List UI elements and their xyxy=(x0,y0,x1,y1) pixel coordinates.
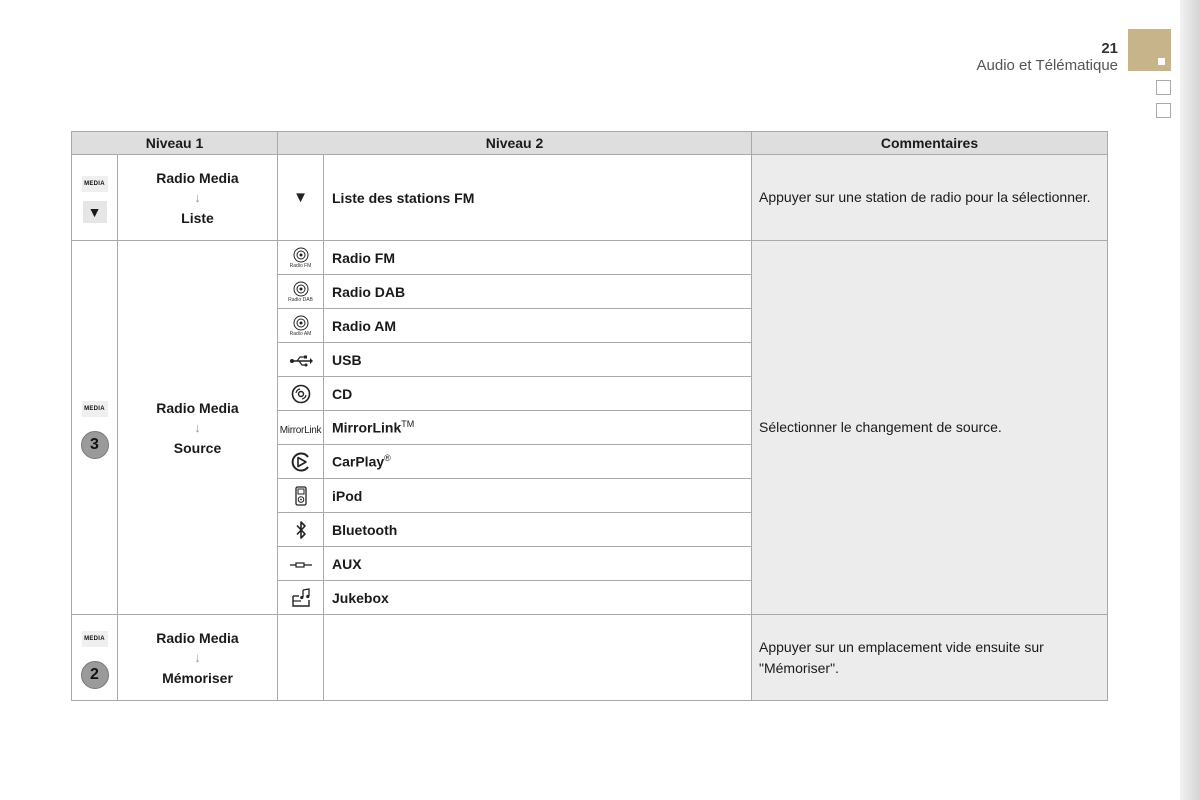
mirrorlink-icon-cell xyxy=(278,411,324,445)
radio-icon xyxy=(293,247,309,263)
item-label: Liste des stations FM xyxy=(324,155,752,241)
item-label: Radio FM xyxy=(324,241,752,275)
media-button-icon: MEDIA xyxy=(82,631,108,647)
radio-am-icon-cell xyxy=(278,309,324,343)
item-label xyxy=(324,445,752,479)
jukebox-icon xyxy=(290,588,312,608)
table-row xyxy=(72,615,1108,701)
path-top: Radio Media xyxy=(156,629,239,646)
down-triangle-icon: ▼ xyxy=(83,201,107,223)
chapter-tab xyxy=(1156,80,1171,95)
carplay-icon xyxy=(290,451,312,473)
level1-path xyxy=(118,155,278,241)
down-arrow-icon: ↓ xyxy=(194,419,201,435)
cd-icon xyxy=(291,384,311,404)
triangle-icon-cell xyxy=(278,155,324,241)
media-button-icon: MEDIA xyxy=(82,176,108,192)
item-label: iPod xyxy=(324,479,752,513)
ipod-icon-cell xyxy=(278,479,324,513)
down-arrow-icon: ↓ xyxy=(194,189,201,205)
chapter-tab xyxy=(1156,103,1171,118)
preset-number-icon: 3 xyxy=(81,431,109,459)
path-bottom: Source xyxy=(173,439,222,456)
section-title: Audio et Télématique xyxy=(976,57,1118,74)
empty-item-cell xyxy=(324,615,752,701)
usb-icon xyxy=(289,355,313,367)
item-label xyxy=(324,411,752,445)
radio-dab-icon-cell xyxy=(278,275,324,309)
empty-icon-cell xyxy=(278,615,324,701)
jukebox-icon-cell xyxy=(278,581,324,615)
down-triangle-icon: ▼ xyxy=(293,189,308,207)
mirrorlink-icon: MirrorLink xyxy=(279,424,322,436)
path-bottom: Liste xyxy=(181,209,214,226)
usb-icon-cell xyxy=(278,343,324,377)
item-label: Jukebox xyxy=(324,581,752,615)
aux-icon-cell xyxy=(278,547,324,581)
item-label-text: CarPlay xyxy=(332,453,385,470)
preset-number-icon: 2 xyxy=(81,661,109,689)
cd-icon-cell xyxy=(278,377,324,411)
comment-cell: Appuyer sur un emplacement vide ensuite sur "Mémoriser". xyxy=(752,615,1108,701)
chapter-tab-marker xyxy=(1158,58,1165,65)
page-number: 21 xyxy=(1101,40,1118,57)
item-label: USB xyxy=(324,343,752,377)
bluetooth-icon xyxy=(295,520,307,540)
trademark-mark: TM xyxy=(401,419,415,430)
registered-mark: ® xyxy=(384,453,391,464)
radio-icon xyxy=(293,281,309,297)
path-top: Radio Media xyxy=(156,169,239,186)
comment-cell: Sélectionner le changement de source. xyxy=(752,241,1108,615)
bluetooth-icon-cell xyxy=(278,513,324,547)
header-commentaires: Commentaires xyxy=(752,132,1108,155)
ipod-icon xyxy=(295,486,307,506)
media-button-icon: MEDIA xyxy=(82,401,108,417)
item-label: Radio DAB xyxy=(324,275,752,309)
item-label-text: MirrorLink xyxy=(332,419,402,436)
chapter-tab-active xyxy=(1128,29,1171,71)
table-row xyxy=(72,155,1108,241)
level1-path xyxy=(118,615,278,701)
level1-path xyxy=(118,241,278,615)
radio-icon xyxy=(293,315,309,331)
function-table xyxy=(71,131,1108,701)
radio-dab-icon-caption: Radio DAB xyxy=(288,297,313,304)
level1-icons-cell xyxy=(72,615,118,701)
level1-icons-cell xyxy=(72,241,118,615)
item-label-text: CD xyxy=(332,385,353,402)
radio-fm-icon-cell xyxy=(278,241,324,275)
item-label xyxy=(324,377,752,411)
page-edge-strip xyxy=(1180,0,1200,800)
radio-fm-icon-caption: Radio FM xyxy=(289,263,312,270)
comment-cell: Appuyer sur une station de radio pour la sélectionner. xyxy=(752,155,1108,241)
radio-am-icon-caption: Radio AM xyxy=(289,331,312,338)
item-label: Bluetooth xyxy=(324,513,752,547)
path-top: Radio Media xyxy=(156,399,239,416)
item-label: AUX xyxy=(324,547,752,581)
table-row xyxy=(72,241,1108,275)
header-niveau-2: Niveau 2 xyxy=(278,132,752,155)
down-arrow-icon: ↓ xyxy=(194,649,201,665)
path-bottom: Mémoriser xyxy=(162,669,233,686)
aux-icon xyxy=(289,561,313,569)
carplay-icon-cell xyxy=(278,445,324,479)
header-niveau-1: Niveau 1 xyxy=(72,132,278,155)
level1-icons-cell xyxy=(72,155,118,241)
item-label: Radio AM xyxy=(324,309,752,343)
